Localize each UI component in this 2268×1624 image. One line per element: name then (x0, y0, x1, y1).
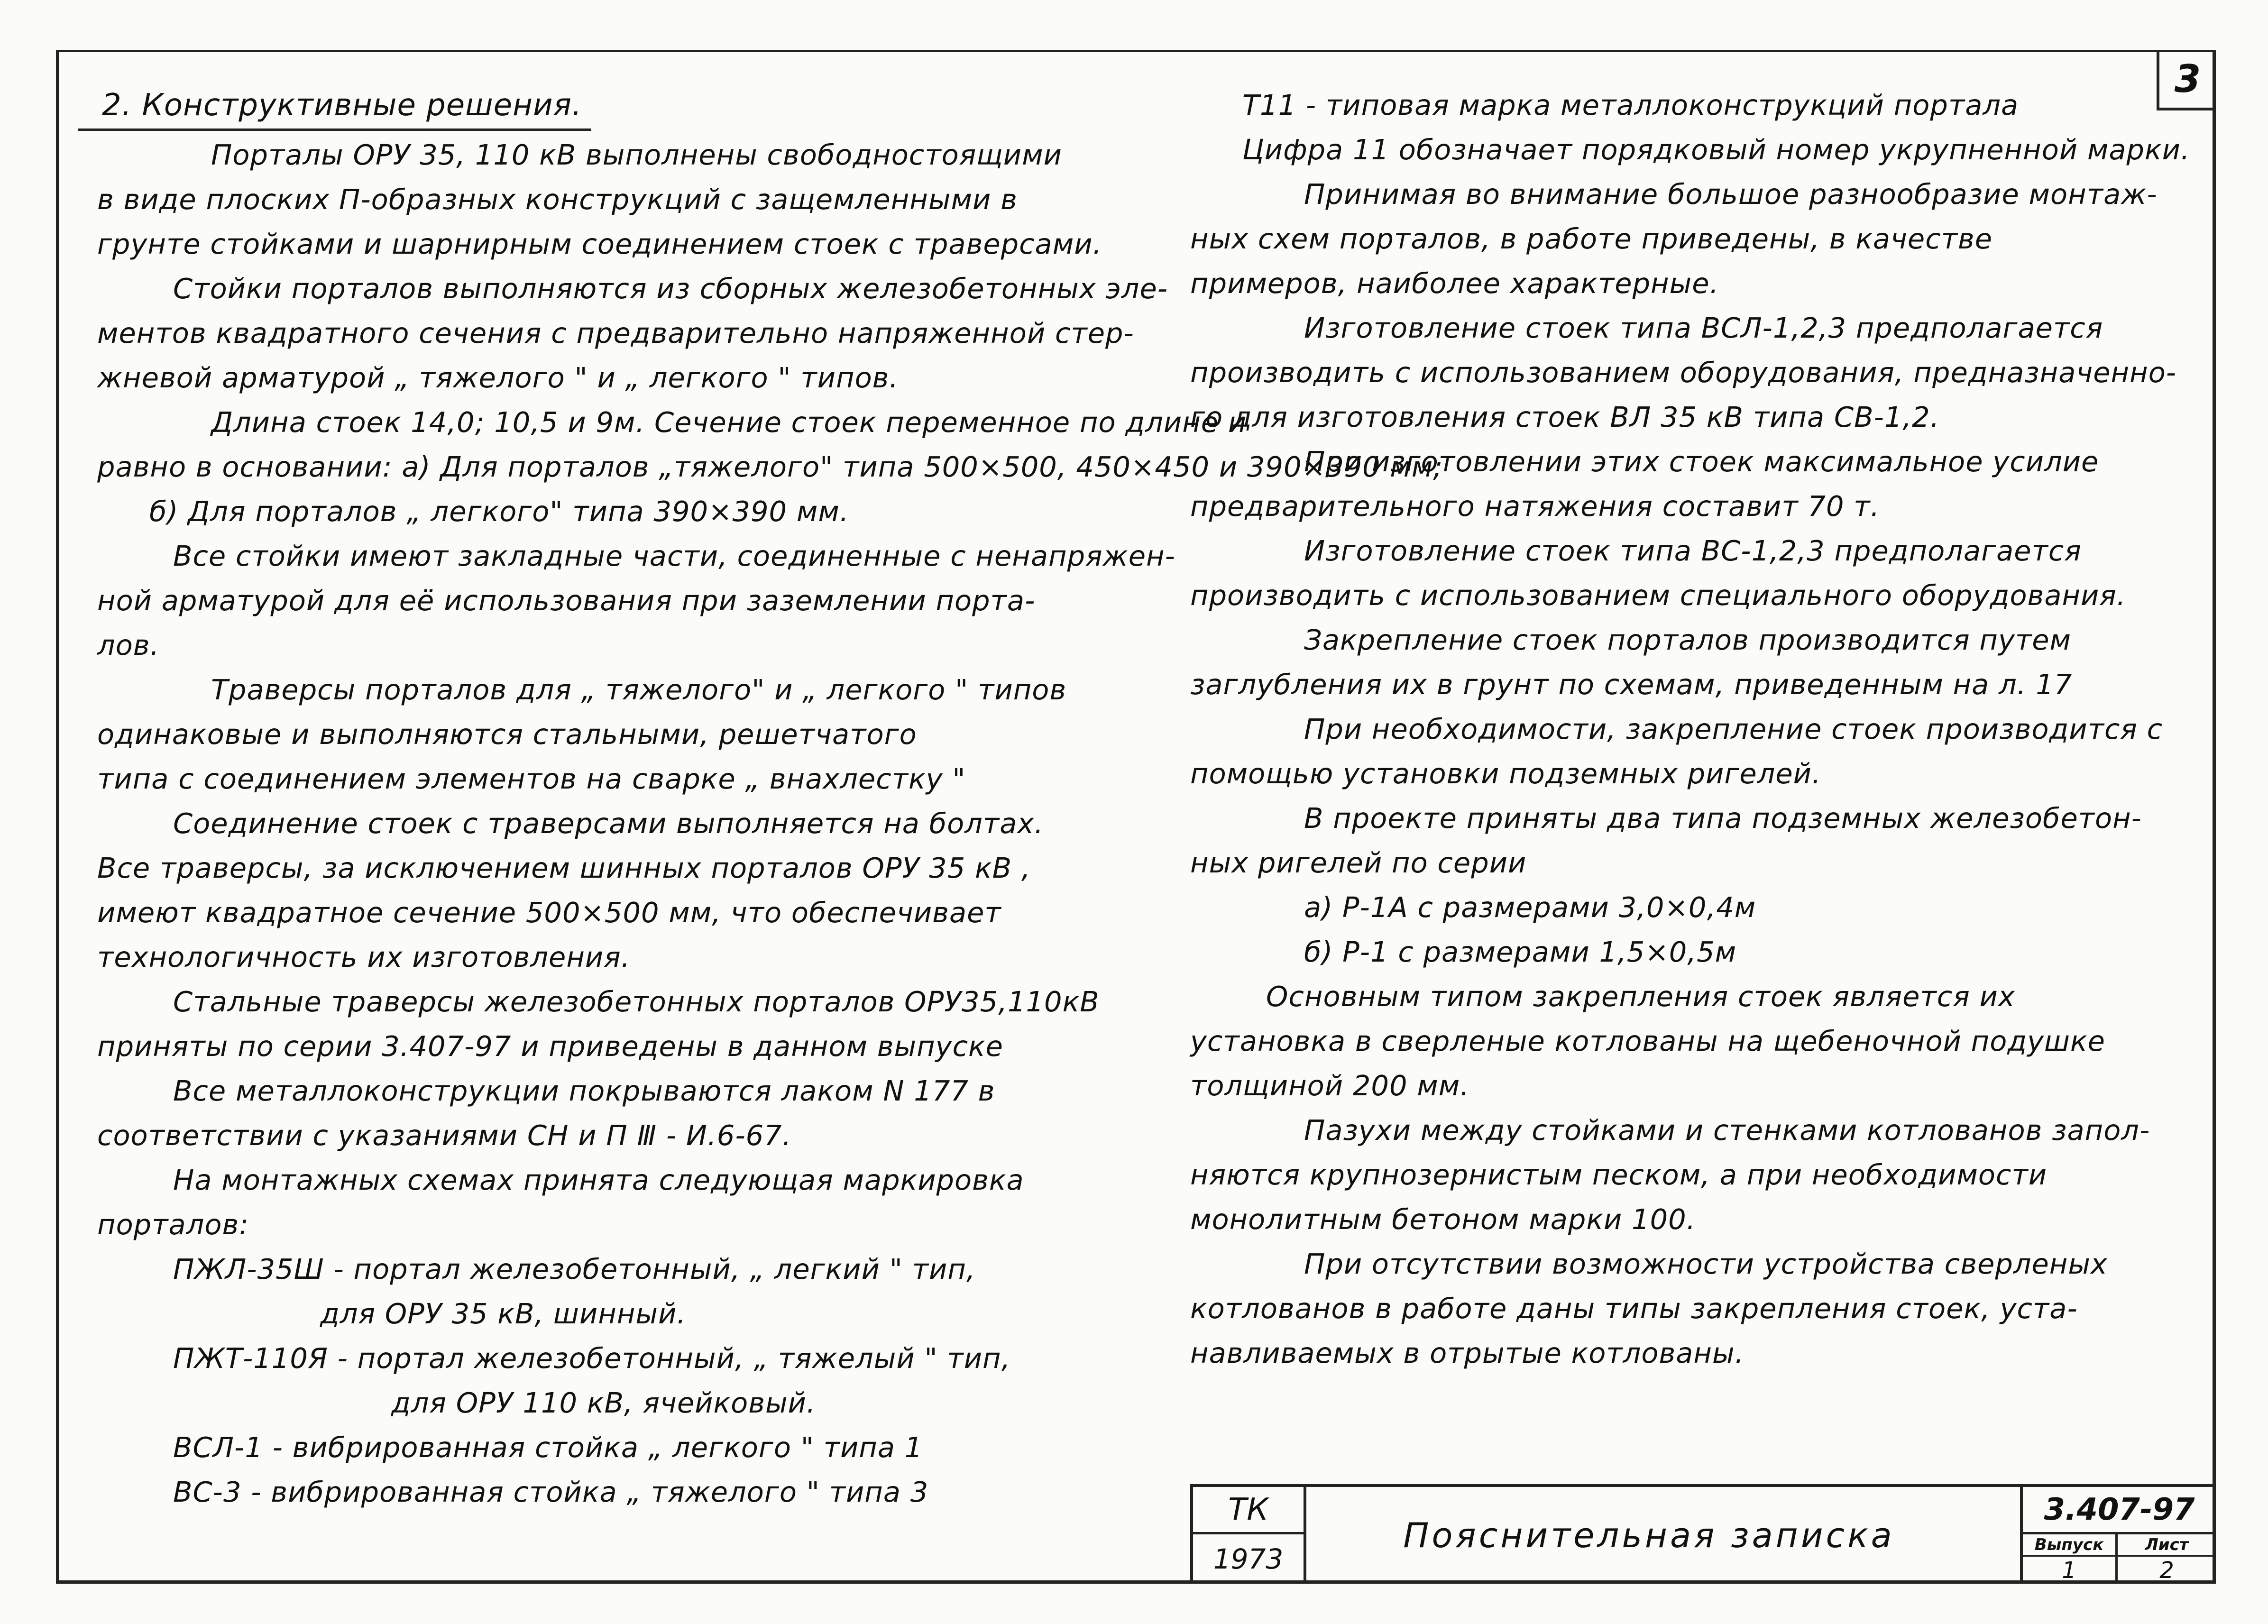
page-number: 3 (2157, 50, 2216, 110)
text-line: ПЖТ-110Я - портал железобетонный, „ тяжелый " тип, (173, 1342, 1011, 1375)
text-line: навливаемых в отрытые котлованы. (1190, 1337, 1745, 1369)
text-line: ВС-3 - вибрированная стойка „ тяжелого " типа 3 (173, 1476, 929, 1508)
text-line: для ОРУ 35 кВ, шинный. (320, 1297, 687, 1330)
text-line: порталов: (97, 1208, 249, 1241)
text-line: Закрепление стоек порталов производится путем (1304, 624, 2072, 656)
text-line: Стойки порталов выполняются из сборных железобетонных эле- (173, 272, 1168, 305)
text-line: предварительного натяжения составит 70 т. (1190, 490, 1880, 523)
text-line: Соединение стоек с траверсами выполняется на болтах. (173, 807, 1044, 840)
text-line: Стальные траверсы железобетонных порталов ОРУ35,110кВ (173, 985, 1100, 1018)
text-line: котлованов в работе даны типы закрепления стоек, уста- (1190, 1292, 2078, 1325)
sheet-value: 2 (2159, 1557, 2174, 1584)
text-line: Все траверсы, за исключением шинных порталов ОРУ 35 кВ , (97, 852, 1031, 884)
text-line: помощью установки подземных ригелей. (1190, 757, 1821, 790)
text-line: го для изготовления стоек ВЛ 35 кВ типа СВ-1,2. (1190, 401, 1940, 433)
text-line: жневой арматурой „ тяжелого " и „ легкого " типов. (97, 361, 899, 394)
text-line: заглубления их в грунт по схемам, приведенным на л. 17 (1190, 668, 2073, 701)
document-title: Пояснительная записка (1403, 1515, 1895, 1555)
series-code: 3.407-97 (2023, 1487, 2216, 1534)
text-line: равно в основании: а) Для порталов „тяжелого" типа 500×500, 450×450 и 390×390 мм; (97, 450, 1443, 483)
text-line: грунте стойками и шарнирным соединением стоек с траверсами. (97, 228, 1102, 260)
text-line: в виде плоских П-образных конструкций с защемленными в (97, 183, 1018, 216)
issue-value: 1 (2062, 1557, 2076, 1584)
text-line: а) Р-1А с размерами 3,0×0,4м (1304, 891, 1756, 924)
text-line: толщиной 200 мм. (1190, 1069, 1470, 1102)
text-line: типа с соединением элементов на сварке „ внахлестку " (97, 762, 966, 795)
text-line: Основным типом закрепления стоек является их (1266, 980, 2015, 1013)
text-line: для ОРУ 110 кВ, ячейковый. (391, 1386, 816, 1419)
title-block-org-cell (1190, 1487, 1306, 1584)
text-line: примеров, наиболее характерные. (1190, 267, 1719, 300)
text-line: соответствии с указаниями СН и П Ⅲ - И.6-67. (97, 1119, 792, 1152)
text-line: Все металлоконструкции покрываются лаком N 177 в (173, 1074, 995, 1107)
text-line: Изготовление стоек типа ВС-1,2,3 предполагается (1304, 534, 2082, 567)
text-line: При необходимости, закрепление стоек производится с (1304, 713, 2163, 745)
text-line: приняты по серии 3.407-97 и приведены в данном выпуске (97, 1030, 1003, 1063)
text-line: Цифра 11 обозначает порядковый номер укрупненной марки. (1242, 133, 2190, 166)
text-line: технологичность их изготовления. (97, 941, 631, 973)
text-line: ментов квадратного сечения с предварительно напряженной стер- (97, 317, 1134, 349)
text-line: Принимая во внимание большое разнообразие монтаж- (1304, 178, 2158, 211)
sheet-label: Лист (2118, 1534, 2216, 1557)
issue-cell (2023, 1534, 2118, 1584)
text-line: производить с использованием оборудования, предназначенно- (1190, 356, 2177, 389)
text-line: ПЖЛ-35Ш - портал железобетонный, „ легкий " тип, (173, 1253, 976, 1285)
text-line: На монтажных схемах принята следующая маркировка (173, 1164, 1024, 1196)
year: 1973 (1213, 1543, 1284, 1575)
text-line: При отсутствии возможности устройства сверленых (1304, 1248, 2108, 1280)
text-line: ных ригелей по серии (1190, 846, 1527, 879)
text-line: установка в сверленые котлованы на щебеночной подушке (1190, 1025, 2105, 1057)
text-line: лов. (97, 629, 160, 661)
text-line: б) Р-1 с размерами 1,5×0,5м (1304, 936, 1737, 968)
right-column (1190, 83, 2190, 1376)
text-line: Т11 - типовая марка металлоконструкций портала (1242, 89, 2019, 121)
text-line: Порталы ОРУ 35, 110 кВ выполнены свободностоящими (211, 138, 1062, 171)
section-heading: 2. Конструктивные решения. (78, 83, 591, 131)
text-line: одинаковые и выполняются стальными, решетчатого (97, 718, 917, 751)
text-line: ной арматурой для её использования при заземлении порта- (97, 584, 1036, 617)
text-line: Длина стоек 14,0; 10,5 и 9м. Сечение стоек переменное по длине и (211, 406, 1247, 439)
org-code: ТК (1193, 1487, 1304, 1534)
text-line: имеют квадратное сечение 500×500 мм, что обеспечивает (97, 896, 1001, 929)
text-line: няются крупнозернистым песком, а при необходимости (1190, 1158, 2048, 1191)
text-line: В проекте приняты два типа подземных железобетон- (1304, 802, 2142, 835)
text-line: ных схем порталов, в работе приведены, в качестве (1190, 222, 1993, 255)
text-line: монолитным бетоном марки 100. (1190, 1203, 1696, 1236)
text-line: Пазухи между стойками и стенками котлованов запол- (1304, 1114, 2150, 1147)
text-line: Траверсы порталов для „ тяжелого" и „ легкого " типов (211, 673, 1067, 706)
text-line: производить с использованием специального оборудования. (1190, 579, 2126, 612)
text-line: Изготовление стоек типа ВСЛ-1,2,3 предполагается (1304, 312, 2103, 344)
title-block-code-cell (2020, 1487, 2216, 1584)
text-line: б) Для порталов „ легкого" типа 390×390 мм. (149, 495, 849, 528)
sheet-cell (2118, 1534, 2216, 1584)
text-line: Все стойки имеют закладные части, соединенные с ненапряжен- (173, 540, 1175, 572)
issue-label: Выпуск (2023, 1534, 2115, 1557)
text-line: ВСЛ-1 - вибрированная стойка „ легкого " типа 1 (173, 1431, 923, 1464)
text-line: При изготовлении этих стоек максимальное усилие (1304, 445, 2099, 478)
right-text-body (1190, 83, 2190, 1376)
title-block (1190, 1484, 2216, 1584)
